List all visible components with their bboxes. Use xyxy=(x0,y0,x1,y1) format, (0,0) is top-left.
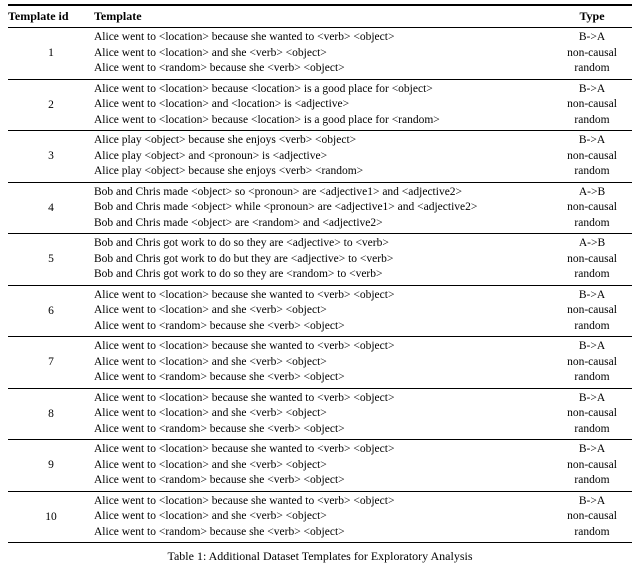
type-label: B->A xyxy=(578,82,606,95)
template-line: Alice went to <location> because she wanted to <verb> <object> xyxy=(94,31,395,43)
template-line: Alice play <object> because she enjoys <verb> <object> xyxy=(94,134,357,146)
header-template-id: Template id xyxy=(8,5,94,28)
type-cell xyxy=(552,28,632,80)
type-label: B->A xyxy=(578,391,606,404)
template-cell xyxy=(94,79,552,131)
template-line: Alice went to <location> because she wanted to <verb> <object> xyxy=(94,340,395,352)
type-label: random xyxy=(574,371,610,383)
template-line: Alice went to <location> because <location> is a good place for <random> xyxy=(94,113,440,126)
header-template: Template xyxy=(94,5,552,28)
template-line: Alice went to <location> because she wanted to <verb> <object> xyxy=(94,391,395,404)
type-label: non-causal xyxy=(567,149,617,162)
template-id-cell: 3 xyxy=(8,131,94,183)
type-label: random xyxy=(574,165,610,177)
template-id-cell: 9 xyxy=(8,440,94,492)
template-line: Alice went to <location> and she <verb> <object> xyxy=(94,304,327,316)
template-line: Alice went to <location> because <location> is a good place for <object> xyxy=(94,82,433,95)
template-line: Alice went to <location> because she wanted to <verb> <object> xyxy=(94,494,395,507)
template-line: Alice went to <location> and she <verb> <object> xyxy=(94,407,327,419)
table-row xyxy=(8,234,632,286)
table-row xyxy=(8,440,632,492)
type-cell xyxy=(552,388,632,440)
type-label: non-causal xyxy=(567,46,617,59)
table-header xyxy=(8,5,632,28)
template-line: Alice went to <location> and she <verb> <object> xyxy=(94,510,327,522)
template-cell xyxy=(94,28,552,80)
template-line: Alice went to <location> and she <verb> <object> xyxy=(94,46,327,59)
template-line: Bob and Chris got work to do so they are <adjective> to <verb> xyxy=(94,237,389,249)
template-line: Alice went to <location> and <location> is <adjective> xyxy=(94,98,350,110)
type-label: random xyxy=(574,268,610,280)
type-cell xyxy=(552,79,632,131)
template-line: Alice went to <location> because she wanted to <verb> <object> xyxy=(94,288,395,301)
template-id-cell: 5 xyxy=(8,234,94,286)
table-row xyxy=(8,285,632,337)
type-label: B->A xyxy=(578,340,606,352)
template-line: Bob and Chris got work to do but they are <adjective> to <verb> xyxy=(94,252,394,265)
template-line: Alice went to <random> because she <verb> <object> xyxy=(94,474,345,486)
table-row xyxy=(8,79,632,131)
template-id-cell: 6 xyxy=(8,285,94,337)
type-label: B->A xyxy=(578,288,606,301)
type-label: B->A xyxy=(578,494,606,507)
type-label: random xyxy=(574,216,610,229)
type-label: random xyxy=(574,525,610,538)
table-row xyxy=(8,131,632,183)
type-label: random xyxy=(574,422,610,435)
template-line: Alice play <object> and <pronoun> is <adjective> xyxy=(94,149,328,162)
template-id-cell: 2 xyxy=(8,79,94,131)
template-line: Alice went to <random> because she <verb> <object> xyxy=(94,371,345,383)
templates-table xyxy=(8,4,632,543)
type-cell xyxy=(552,182,632,234)
type-label: non-causal xyxy=(567,510,617,522)
template-cell xyxy=(94,440,552,492)
template-id-cell: 8 xyxy=(8,388,94,440)
type-label: non-causal xyxy=(567,98,617,110)
template-line: Alice play <object> because she enjoys <verb> <random> xyxy=(94,165,364,177)
type-label: non-causal xyxy=(567,201,617,213)
type-label: A->B xyxy=(578,185,606,198)
type-label: non-causal xyxy=(567,407,617,419)
type-cell xyxy=(552,131,632,183)
type-label: non-causal xyxy=(567,458,617,471)
template-cell xyxy=(94,491,552,543)
template-line: Bob and Chris got work to do so they are <random> to <verb> xyxy=(94,268,383,280)
table-row xyxy=(8,388,632,440)
template-id-cell: 7 xyxy=(8,337,94,389)
table-caption: Table 1: Additional Dataset Templates for Exploratory Analysis xyxy=(167,549,473,563)
template-line: Alice went to <location> and she <verb> <object> xyxy=(94,355,327,368)
type-label: B->A xyxy=(578,443,606,455)
type-cell xyxy=(552,337,632,389)
template-line: Bob and Chris made <object> while <pronoun> are <adjective1> and <adjective2> xyxy=(94,201,478,213)
type-label: random xyxy=(574,62,610,74)
template-id-cell: 1 xyxy=(8,28,94,80)
template-line: Alice went to <location> because she wanted to <verb> <object> xyxy=(94,443,395,455)
template-id-cell: 10 xyxy=(8,491,94,543)
template-line: Alice went to <random> because she <verb> <object> xyxy=(94,525,345,538)
template-cell xyxy=(94,131,552,183)
template-cell xyxy=(94,388,552,440)
type-cell xyxy=(552,285,632,337)
type-cell xyxy=(552,440,632,492)
type-label: non-causal xyxy=(567,355,617,368)
type-label: B->A xyxy=(578,31,606,43)
table-row xyxy=(8,182,632,234)
type-label: random xyxy=(574,319,610,332)
template-line: Bob and Chris made <object> are <random> and <adjective2> xyxy=(94,216,383,229)
template-line: Alice went to <random> because she <verb> <object> xyxy=(94,319,345,332)
type-cell xyxy=(552,234,632,286)
template-cell xyxy=(94,234,552,286)
type-label: B->A xyxy=(578,134,606,146)
template-id-cell: 4 xyxy=(8,182,94,234)
template-line: Alice went to <location> and she <verb> <object> xyxy=(94,458,327,471)
table-row xyxy=(8,491,632,543)
type-label: A->B xyxy=(578,237,606,249)
type-cell xyxy=(552,491,632,543)
table-row xyxy=(8,337,632,389)
template-line: Alice went to <random> because she <verb> <object> xyxy=(94,62,345,74)
template-cell xyxy=(94,337,552,389)
template-line: Alice went to <random> because she <verb> <object> xyxy=(94,422,345,435)
type-label: random xyxy=(574,474,610,486)
type-label: random xyxy=(574,113,610,126)
template-line: Bob and Chris made <object> so <pronoun> are <adjective1> and <adjective2> xyxy=(94,185,463,198)
header-type: Type xyxy=(552,5,632,28)
template-cell xyxy=(94,182,552,234)
type-label: non-causal xyxy=(567,304,617,316)
header-row xyxy=(8,5,632,28)
template-cell xyxy=(94,285,552,337)
type-label: non-causal xyxy=(567,252,617,265)
table-row xyxy=(8,28,632,80)
table-body xyxy=(8,28,632,543)
